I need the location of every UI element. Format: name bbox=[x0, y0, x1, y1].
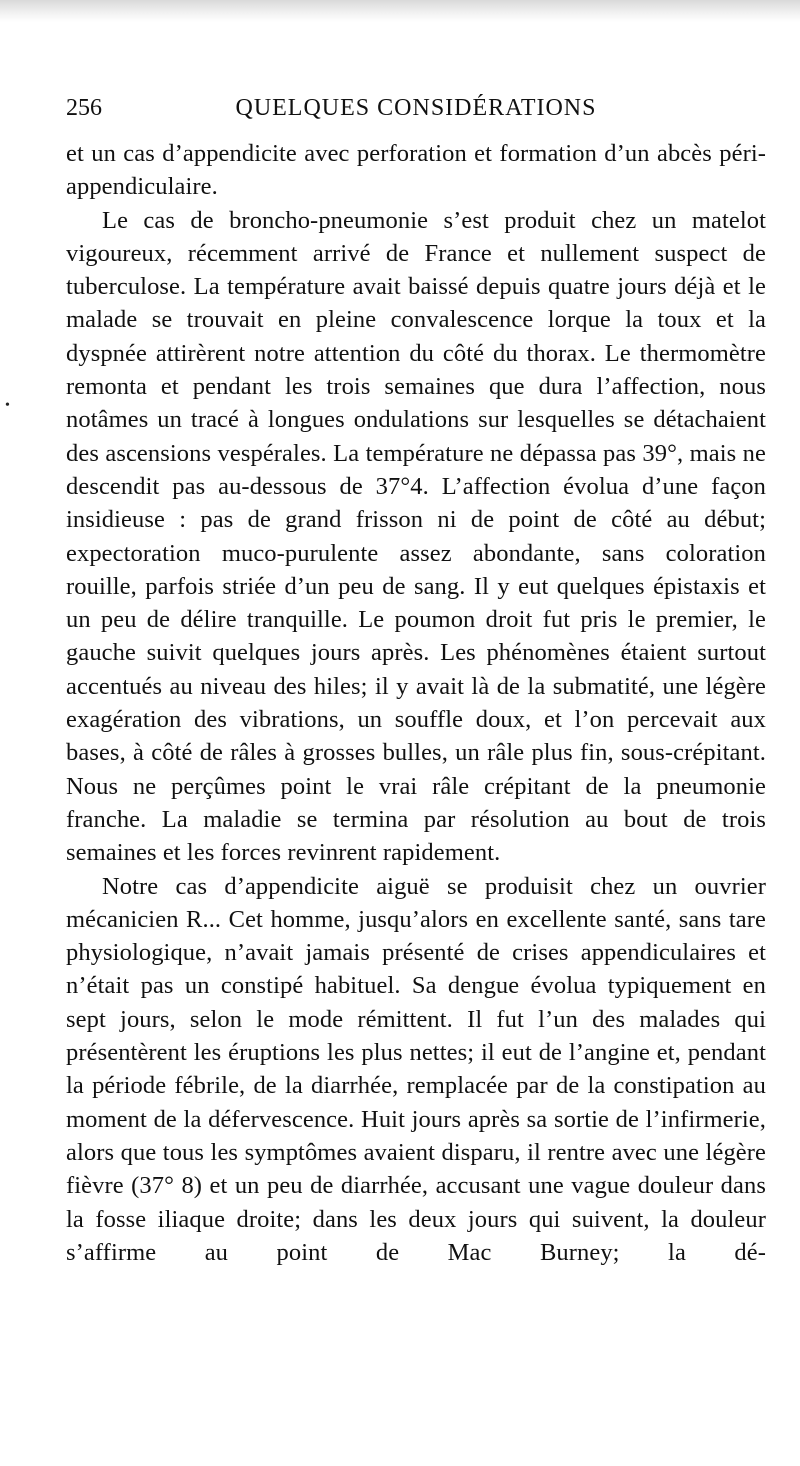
page-header bbox=[66, 93, 766, 123]
page-body bbox=[66, 137, 766, 1269]
paragraph-appendicite: Notre cas d’appendicite aiguë se produisit chez un ouvrier mécanicien R... Cet homme, jusqu’alors en excellente santé, sans tare physiologique, n’avait jamais présenté de crises appendiculaires et n’était pas un constipé habituel. Sa dengue évolua typiquement en sept jours, selon le mode rémittent. Il fut l’un des malades qui présentèrent les éruptions les plus nettes; il eut de l’angine et, pendant la période fébrile, de la diarrhée, remplacée par de la constipation au moment de la défervescence. Huit jours après sa sortie de l’infirmerie, alors que tous les symptômes avaient disparu, il rentre avec une légère fièvre (37° 8) et un peu de diarrhée, accusant une vague douleur dans la fosse iliaque droite; dans les deux jours qui suivent, la douleur s’affirme au point de Mac Burney; la dé- bbox=[66, 872, 766, 1266]
page-top-edge bbox=[0, 0, 800, 22]
page-number: 256 bbox=[66, 95, 102, 121]
running-title: QUELQUES CONSIDÉRATIONS bbox=[235, 95, 597, 121]
paragraph-broncho-pneumonie: Le cas de broncho-pneumonie s’est produit chez un matelot vigoureux, récemment arrivé de France et nullement suspect de tuberculose. La température avait baissé depuis quatre jours déjà et le malade se trouvait en pleine convalescence lorque la toux et la dyspnée attirèrent notre attention du côté du thorax. Le thermomètre remonta et pendant les trois semaines que dura l’affection, nous notâmes un tracé à longues ondulations sur lesquelles se détachaient des ascensions vespérales. La température ne dépassa pas 39°, mais ne descendit pas au-dessous de 37°4. L’affection évolua d’une façon insidieuse : pas de grand frisson ni de point de côté au début; expectoration muco-purulente assez abondante, sans coloration rouille, parfois striée d’un peu de sang. Il y eut quelques épistaxis et un peu de délire tranquille. Le poumon droit fut pris le premier, le gauche suivit quelques jours après. Les phénomènes étaient surtout accentués au niveau des hiles; il y avait là de la submatité, une légère exagération des vibrations, un souffle doux, et l’on percevait aux bases, à côté de râles à grosses bulles, un râle plus fin, sous-crépitant. Nous ne perçûmes point le vrai râle crépitant de la pneumonie franche. La maladie se termina par résolution au bout de trois semaines et les forces revinrent rapidement. bbox=[66, 206, 766, 867]
paragraph-continuation: et un cas d’appendicite avec perforation et formation d’un abcès péri-appendiculaire. bbox=[66, 140, 766, 201]
margin-mark: • bbox=[5, 398, 10, 413]
